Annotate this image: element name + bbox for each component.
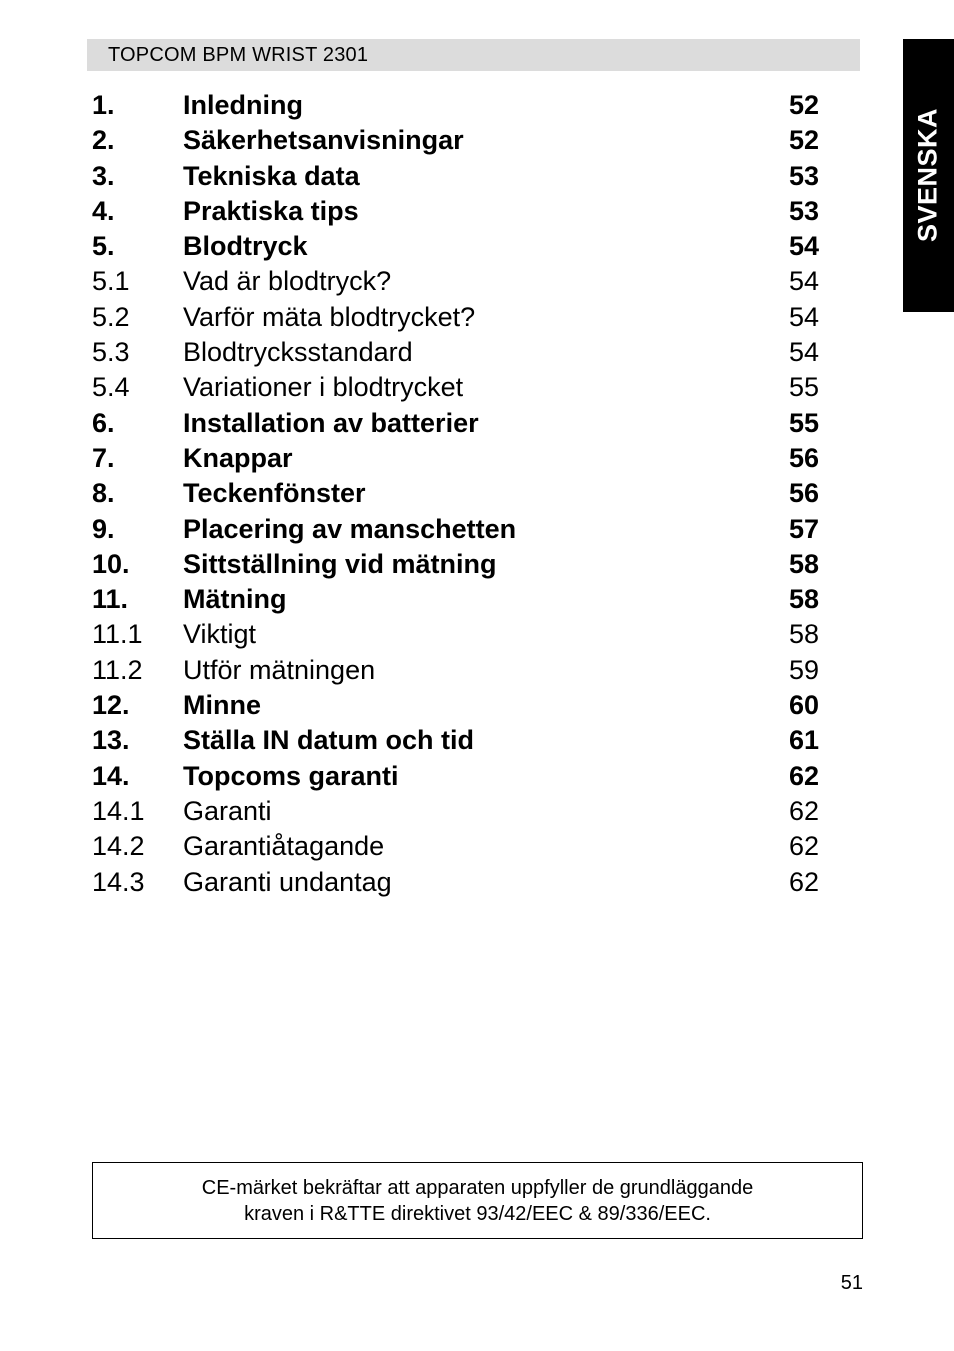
toc-title: Topcoms garanti — [183, 760, 399, 791]
toc-page: 62 — [788, 795, 819, 826]
toc-subentry[interactable] — [92, 617, 832, 652]
toc-number: 11.1 — [92, 619, 143, 650]
language-label: SVENSKA — [912, 107, 943, 243]
page-number: 51 — [840, 1272, 863, 1294]
toc-page: 59 — [788, 654, 819, 685]
ce-notice-box — [92, 1162, 863, 1239]
toc-entry[interactable] — [92, 547, 832, 582]
toc-title: Mätning — [183, 584, 287, 615]
toc-title: Inledning — [183, 90, 303, 120]
toc-number: 7. — [92, 442, 115, 473]
toc-subentry[interactable] — [92, 264, 832, 299]
toc-page: 57 — [788, 513, 819, 544]
toc-page: 62 — [788, 866, 819, 897]
ce-notice-line: kraven i R&TTE direktivet 93/42/EEC & 89/336/EEC. — [244, 1203, 711, 1225]
toc-page: 52 — [788, 90, 819, 120]
toc-page: 61 — [788, 725, 819, 756]
toc-page: 54 — [788, 301, 819, 332]
toc-entry[interactable] — [92, 229, 832, 264]
toc-number: 13. — [92, 725, 130, 756]
toc-subentry[interactable] — [92, 865, 832, 900]
toc-entry[interactable] — [92, 88, 832, 123]
toc-number: 8. — [92, 478, 115, 509]
toc-number: 5.2 — [92, 301, 130, 332]
toc-entry[interactable] — [92, 759, 832, 794]
toc-number: 14.1 — [92, 795, 145, 826]
toc-entry[interactable] — [92, 582, 832, 617]
toc-number: 11. — [92, 584, 129, 615]
toc-number: 12. — [92, 690, 130, 721]
toc-subentry[interactable] — [92, 335, 832, 370]
ce-notice-line: CE-märket bekräftar att apparaten uppfyller de grundläggande — [201, 1177, 754, 1199]
running-header — [87, 39, 860, 71]
toc-entry[interactable] — [92, 123, 832, 158]
toc-entry[interactable] — [92, 441, 832, 476]
toc-number: 1. — [92, 90, 115, 120]
toc-page: 56 — [788, 478, 819, 509]
language-tab — [903, 39, 954, 312]
toc-number: 10. — [92, 548, 130, 579]
toc-number: 3. — [92, 160, 115, 191]
toc-number: 2. — [92, 125, 115, 156]
toc-title: Garanti — [183, 795, 272, 826]
toc-page: 56 — [788, 442, 819, 473]
toc-number: 5. — [92, 231, 115, 262]
table-of-contents — [92, 88, 832, 900]
toc-title: Tekniska data — [183, 160, 360, 191]
toc-page: 62 — [788, 760, 819, 791]
toc-subentry[interactable] — [92, 370, 832, 405]
toc-page: 54 — [788, 231, 819, 262]
toc-title: Garantiåtagande — [183, 831, 385, 862]
toc-page: 58 — [788, 619, 819, 650]
toc-page: 54 — [788, 266, 819, 297]
toc-title: Varför mäta blodtrycket? — [183, 301, 476, 332]
toc-entry[interactable] — [92, 159, 832, 194]
toc-entry[interactable] — [92, 194, 832, 229]
toc-title: Knappar — [183, 442, 293, 473]
toc-subentry[interactable] — [92, 829, 832, 864]
toc-title: Praktiska tips — [183, 195, 359, 226]
toc-page: 54 — [788, 337, 819, 368]
manual-title: TOPCOM BPM WRIST 2301 — [108, 44, 369, 66]
toc-entry[interactable] — [92, 512, 832, 547]
toc-page: 55 — [788, 372, 819, 403]
toc-page: 62 — [788, 831, 819, 862]
toc-title: Blodtrycksstandard — [183, 337, 413, 368]
toc-title: Minne — [183, 690, 261, 721]
toc-page: 58 — [788, 548, 819, 579]
toc-title: Installation av batterier — [183, 407, 479, 438]
toc-page: 55 — [788, 407, 819, 438]
toc-number: 11.2 — [92, 654, 143, 685]
toc-number: 5.4 — [92, 372, 130, 403]
toc-title: Säkerhetsanvisningar — [183, 125, 464, 156]
toc-entry[interactable] — [92, 723, 832, 758]
toc-title: Teckenfönster — [183, 478, 366, 509]
toc-title: Vad är blodtryck? — [183, 266, 392, 297]
toc-page: 58 — [788, 584, 819, 615]
toc-number: 5.1 — [92, 266, 130, 297]
toc-subentry[interactable] — [92, 653, 832, 688]
toc-title: Garanti undantag — [183, 866, 392, 897]
toc-page: 53 — [788, 195, 819, 226]
toc-number: 14. — [92, 760, 130, 791]
toc-title: Variationer i blodtrycket — [183, 372, 464, 403]
toc-number: 6. — [92, 407, 115, 438]
toc-page: 53 — [788, 160, 819, 191]
toc-number: 9. — [92, 513, 115, 544]
toc-subentry[interactable] — [92, 300, 832, 335]
toc-title: Blodtryck — [183, 231, 308, 262]
toc-entry[interactable] — [92, 476, 832, 511]
toc-subentry[interactable] — [92, 794, 832, 829]
toc-number: 5.3 — [92, 337, 130, 368]
toc-entry[interactable] — [92, 688, 832, 723]
toc-title: Sittställning vid mätning — [183, 548, 497, 579]
toc-title: Utför mätningen — [183, 654, 376, 685]
toc-page: 52 — [788, 125, 819, 156]
toc-number: 14.2 — [92, 831, 145, 862]
toc-title: Placering av manschetten — [183, 513, 517, 544]
toc-number: 14.3 — [92, 866, 145, 897]
toc-title: Viktigt — [183, 619, 257, 650]
toc-page: 60 — [788, 690, 819, 721]
toc-title: Ställa IN datum och tid — [183, 725, 475, 756]
toc-number: 4. — [92, 195, 115, 226]
toc-entry[interactable] — [92, 406, 832, 441]
